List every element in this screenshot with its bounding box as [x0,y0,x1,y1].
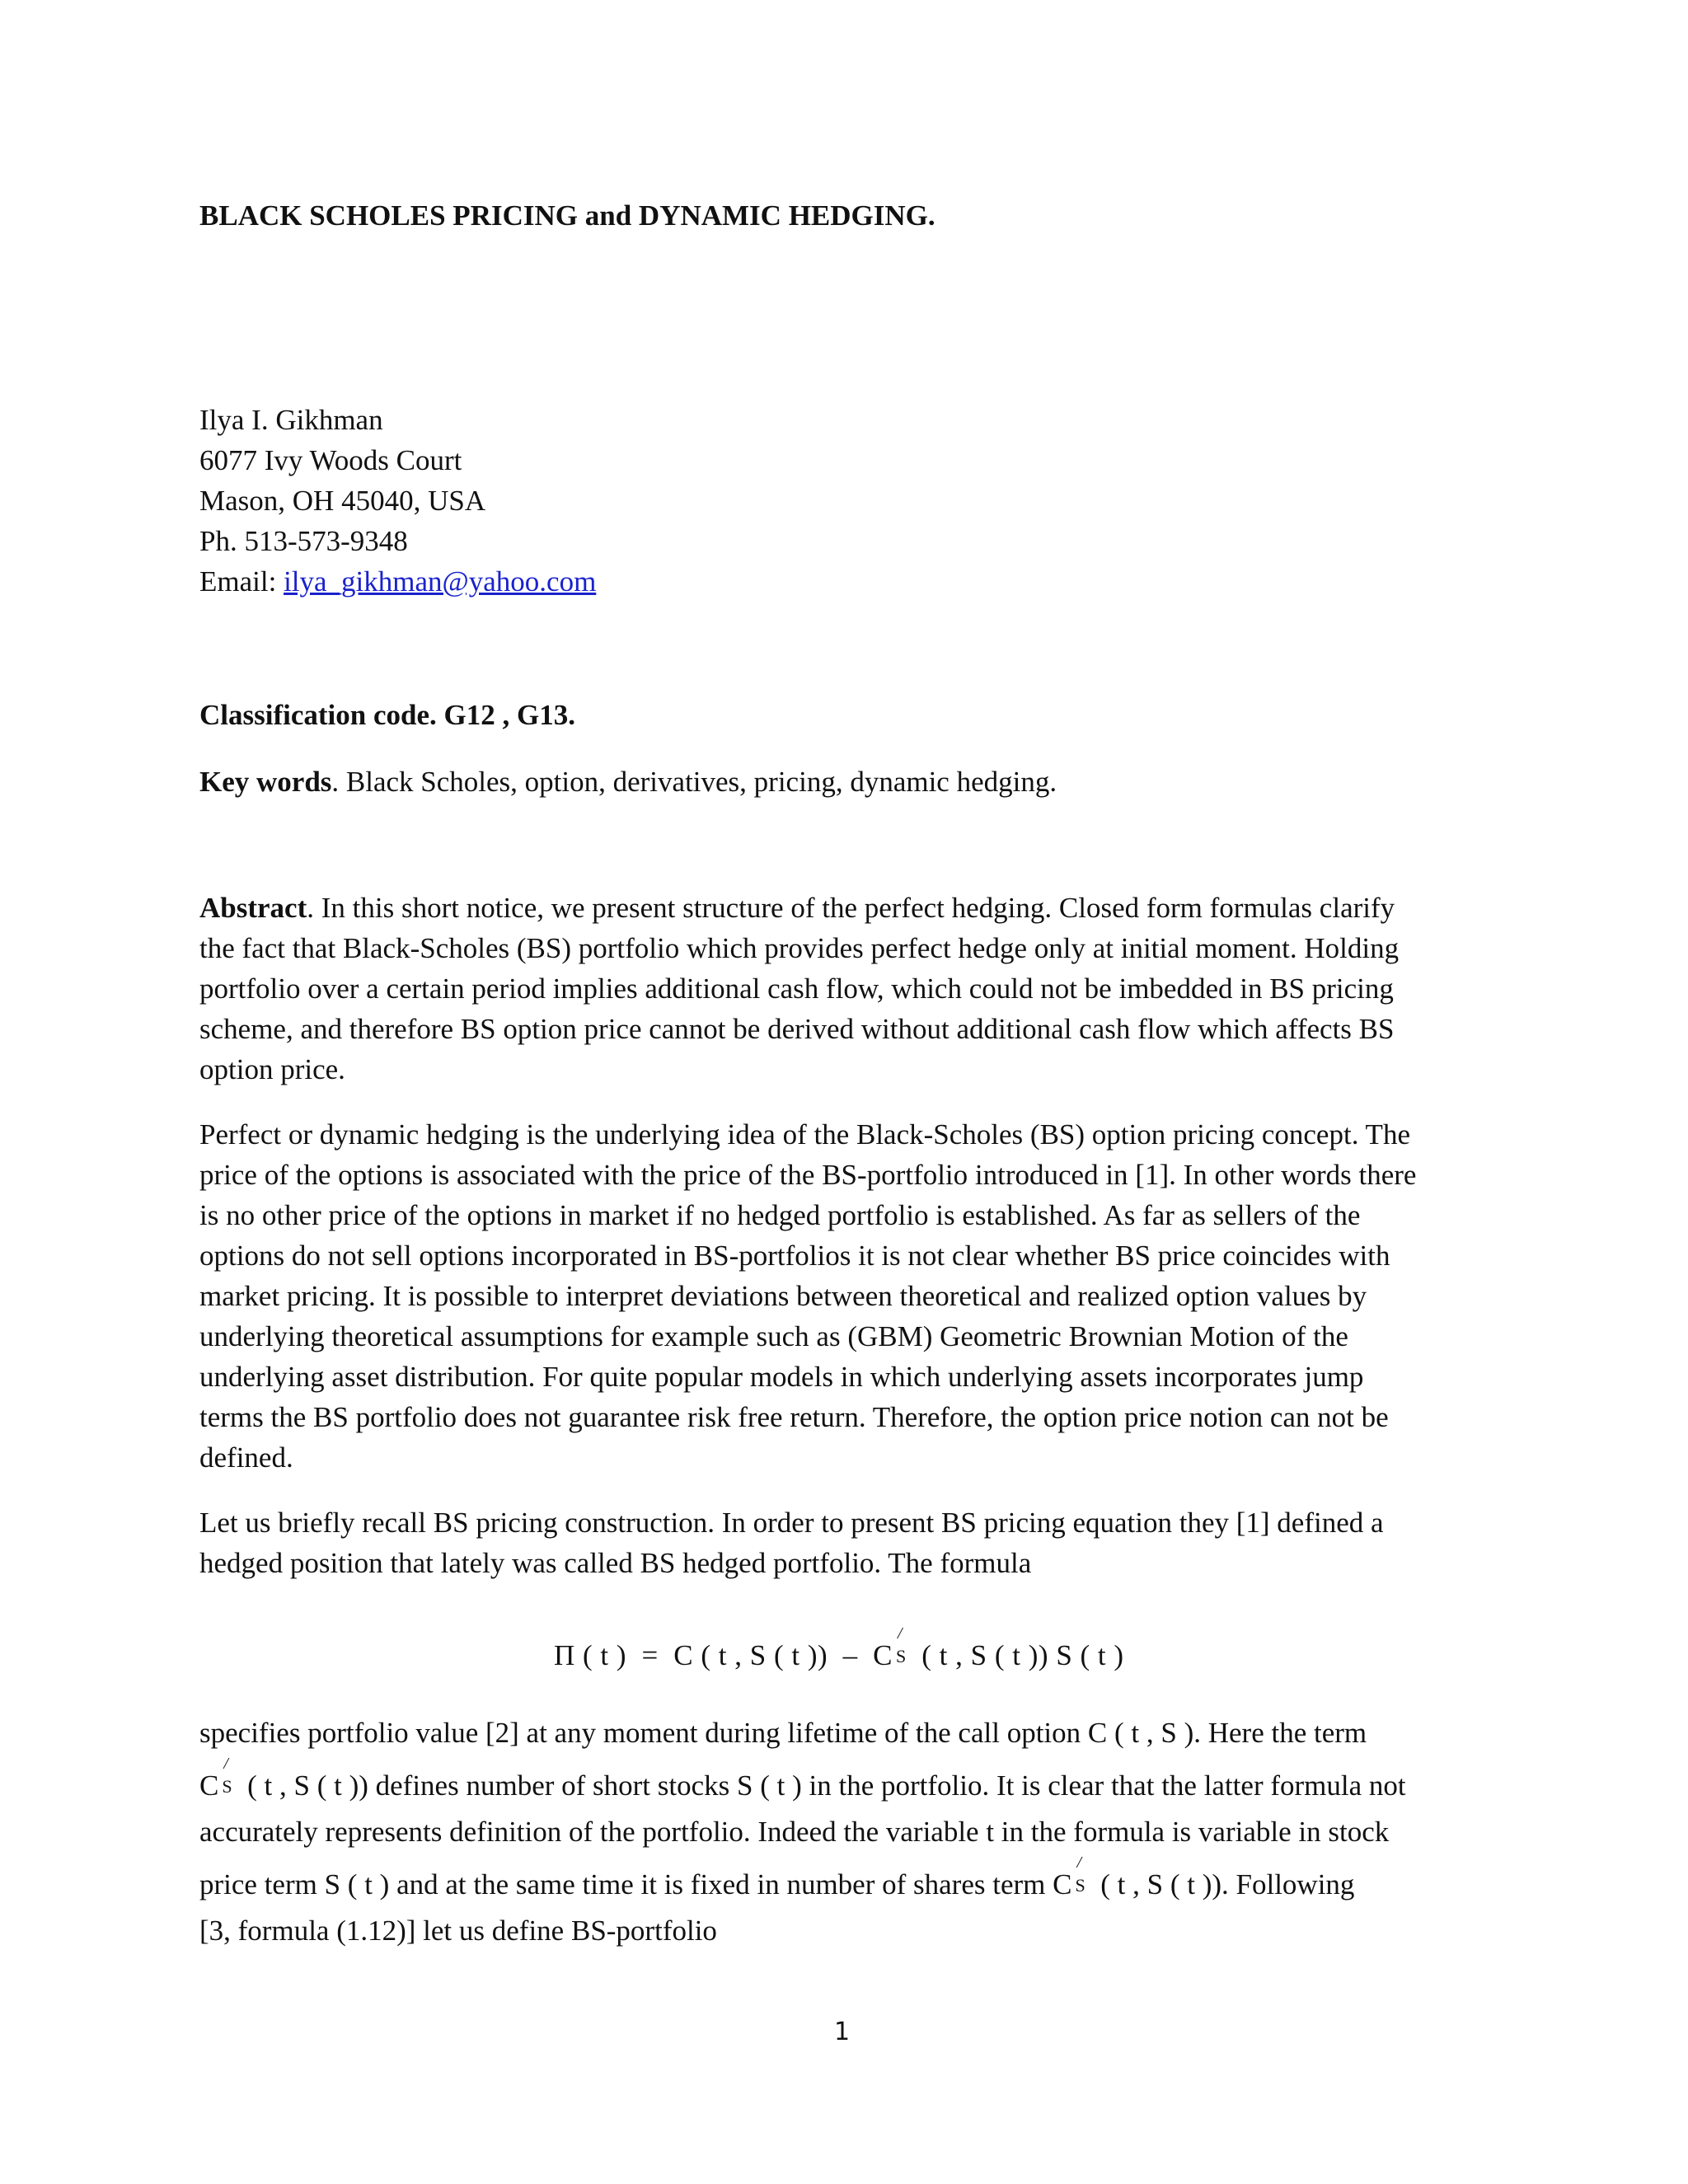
abstract-paragraph [199,888,1502,1090]
paragraph-4-line-4: price term S ( t ) and at the same time it is fixed in number of shares term C / S ( t , S ( t )). Following [199,1854,1355,1900]
abstract-line: portfolio over a certain period implies additional cash flow, which could not be imbedded in BS pricing [199,972,1394,1005]
paragraph-line: market pricing. It is possible to interpret deviations between theoretical and realized option values by [199,1280,1367,1312]
paragraph-line: hedged position that lately was called BS hedged portfolio. The formula [199,1547,1032,1579]
author-address-line-1: 6077 Ivy Woods Court [199,444,462,476]
abstract-line: Abstract. In this short notice, we present structure of the perfect hedging. Closed form formulas clarify [199,892,1395,924]
portfolio-formula [554,1624,1124,1672]
keywords-text: . Black Scholes, option, derivatives, pricing, dynamic hedging. [331,766,1057,798]
paragraph-line: Let us briefly recall BS pricing construction. In order to present BS pricing equation they [1] defined a [199,1507,1384,1539]
formula-left: Π ( t ) = C ( t , S ( t )) – C [554,1639,893,1671]
page-number: 1 [834,2018,851,2046]
paragraph-line: underlying theoretical assumptions for example such as (GBM) Geometric Brownian Motion of the [199,1320,1348,1352]
paragraph-line: is no other price of the options in market if no hedged portfolio is established. As far as sellers of the [199,1199,1361,1231]
classification-code: Classification code. G12 , G13. [199,699,575,731]
paragraph-line: terms the BS portfolio does not guarantee risk free return. Therefore, the option price notion can not be [199,1401,1389,1433]
abstract-label: Abstract [199,892,307,924]
abstract-line: the fact that Black-Scholes (BS) portfolio which provides perfect hedge only at initial moment. Holding [199,932,1400,964]
abstract-line: scheme, and therefore BS option price cannot be derived without additional cash flow which affects BS [199,1013,1395,1045]
paper-title: BLACK SCHOLES PRICING and DYNAMIC HEDGING. [199,199,935,232]
derivative-subscript: / S [1075,1854,1085,1896]
derivative-subscript: / S [222,1755,232,1797]
body-paragraph-3 [199,1502,1502,1583]
paragraph-line: defined. [199,1441,293,1474]
paragraph-4-line-2: C / S ( t , S ( t )) defines number of short stocks S ( t ) in the portfolio. It is clear that the latter formula not [199,1755,1406,1802]
keywords-label: Key words [199,766,332,798]
paragraph-4-line-1: specifies portfolio value [2] at any moment during lifetime of the call option C ( t , S ). Here the term [199,1717,1367,1749]
author-block [199,400,596,602]
paragraph-line: price of the options is associated with the price of the BS-portfolio introduced in [1]. In other words there [199,1159,1417,1191]
author-address-line-2: Mason, OH 45040, USA [199,485,486,517]
author-name: Ilya I. Gikhman [199,404,383,436]
paragraph-4-line-3: accurately represents definition of the portfolio. Indeed the variable t in the formula is variable in stock [199,1816,1390,1848]
formula-right: ( t , S ( t )) S ( t ) [914,1639,1124,1671]
email-label: Email: [199,565,284,598]
author-email-line [199,561,596,602]
author-phone: Ph. 513-573-9348 [199,525,408,557]
paragraph-line: underlying asset distribution. For quite popular models in which underlying assets incorporates jump [199,1361,1364,1393]
paragraph-line: Perfect or dynamic hedging is the underlying idea of the Black-Scholes (BS) option pricing concept. The [199,1118,1410,1151]
paragraph-line: options do not sell options incorporated in BS-portfolios it is not clear whether BS price coincides with [199,1240,1390,1272]
abstract-line: option price. [199,1053,345,1085]
derivative-subscript: / S [896,1624,907,1666]
keywords-line [199,766,1057,799]
body-paragraph-2 [199,1114,1502,1478]
email-link[interactable]: ilya_gikhman@yahoo.com [284,565,597,598]
paragraph-4-line-5: [3, formula (1.12)] let us define BS-portfolio [199,1915,717,1947]
